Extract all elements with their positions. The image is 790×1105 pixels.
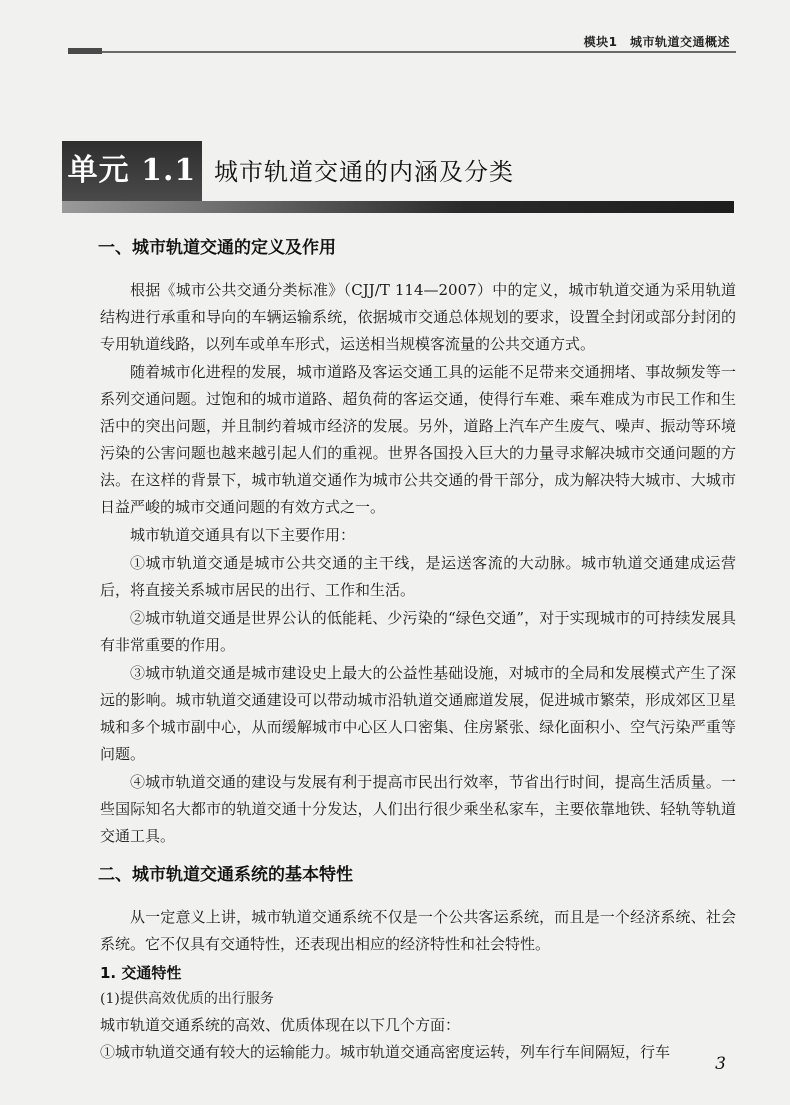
section-heading-1: 一、城市轨道交通的定义及作用 [98, 238, 336, 258]
paragraph: ②城市轨道交通是世界公认的低能耗、少污染的“绿色交通”，对于实现城市的可持续发展具有非常重要的作用。 [100, 609, 736, 654]
paragraph: 城市轨道交通系统的高效、优质体现在以下几个方面： [100, 1016, 461, 1034]
paragraph: 随着城市化进程的发展，城市道路及客运交通工具的运能不足带来交通拥堵、事故频发等一系列交通问题。过饱和的城市道路、超负荷的客运交通，使得行车难、乘车难成为市民工作和生活中的突出问题，并且制约着城市经济的发展。另外，道路上汽车产生废气、噪声、振动等环境污染的公害问题也越来越引起人们的重视。世界各国投入巨大的力量寻求解决城市交通问题的方法。在这样的背景下，城市轨道交通作为城市公共交通的骨干部分，成为解决特大城市、大城市日益严峻的城市交通问题的有效方式之一。 [100, 363, 736, 516]
unit-label: 单元 1.1 [67, 153, 197, 188]
paragraph: ③城市轨道交通是城市建设史上最大的公益性基础设施，对城市的全局和发展模式产生了深远的影响。城市轨道交通建设可以带动城市沿轨道交通廊道发展，促进城市繁荣，形成郊区卫星城和多个城市副中心，从而缓解城市中心区人口密集、住房紧张、绿化面积小、空气污染严重等问题。 [100, 664, 736, 763]
paragraph: 根据《城市公共交通分类标准》（CJJ/T 114—2007）中的定义，城市轨道交通为采用轨道结构进行承重和导向的车辆运输系统，依据城市交通总体规划的要求，设置全封闭或部分封闭的专用轨道线路，以列车或单车形式，运送相当规模客流量的公共交通方式。 [100, 281, 736, 353]
paragraph: ①城市轨道交通是城市公共交通的主干线，是运送客流的大动脉。城市轨道交通建成运营后，将直接关系城市居民的出行、工作和生活。 [100, 554, 736, 599]
paragraph: 从一定意义上讲，城市轨道交通系统不仅是一个公共客运系统，而且是一个经济系统、社会系统。它不仅具有交通特性，还表现出相应的经济特性和社会特性。 [100, 908, 736, 953]
sub-subsection-heading: (1)提供高效优质的出行服务 [100, 991, 274, 1007]
running-header-title: 模块1 城市轨道交通概述 [583, 35, 730, 49]
paragraph: ④城市轨道交通的建设与发展有利于提高市民出行效率，节省出行时间，提高生活质量。一些国际知名大都市的轨道交通十分发达，人们出行很少乘坐私家车，主要依靠地铁、轻轨等轨道交通工具。 [100, 773, 736, 845]
page-body [100, 233, 736, 1066]
subsection-heading: 1. 交通特性 [100, 964, 182, 982]
running-header-tab [68, 48, 102, 54]
paragraph: ①城市轨道交通有较大的运输能力。城市轨道交通高密度运转，列车行车间隔短，行车 [100, 1043, 671, 1061]
section-heading-2: 二、城市轨道交通系统的基本特性 [98, 865, 353, 885]
page-number: 3 [715, 1054, 726, 1074]
paragraph: 城市轨道交通具有以下主要作用： [130, 526, 356, 544]
unit-title: 城市轨道交通的内涵及分类 [214, 158, 514, 186]
unit-title-bar [62, 201, 734, 213]
running-header-rule [68, 51, 736, 53]
